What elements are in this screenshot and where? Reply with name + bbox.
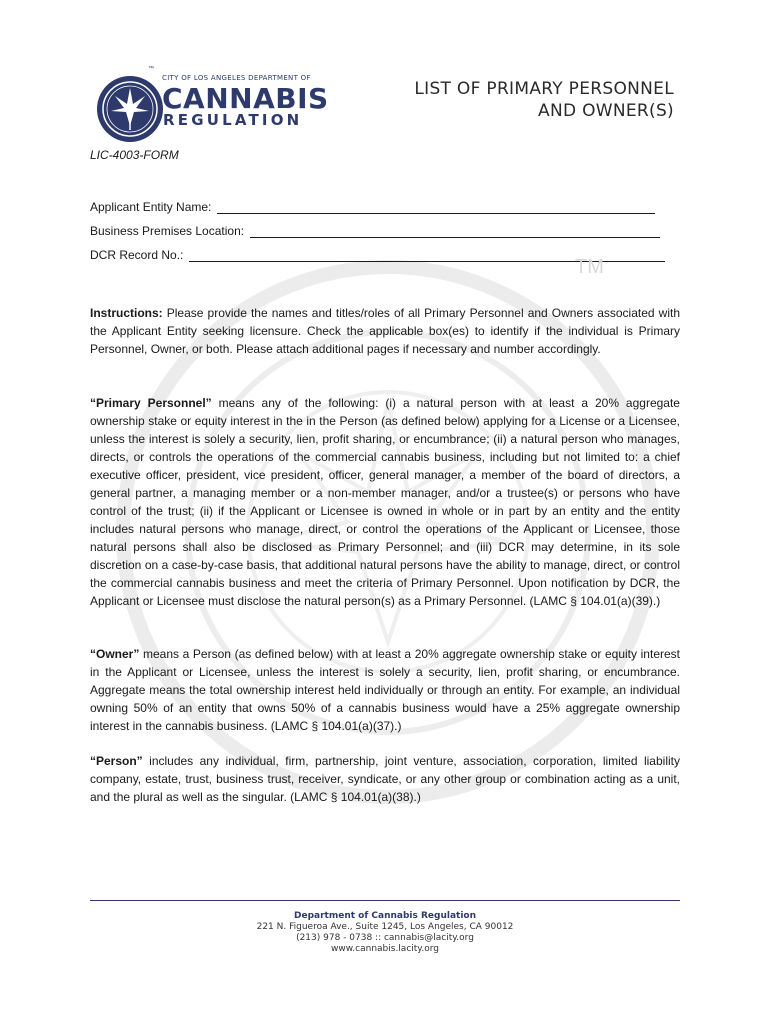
primary-personnel-text: means any of the following: (i) a natural person with at least a 20% aggregate ownership stake or equity interest in the in the Person (as defined below) applying for a License or a Licensee, unless the interest is solely a security, lien, profit sharing, or encumbrance; (ii) a natural person who manages, directs, or controls the operations of the commercial cannabis business, including but not limited to: a chief executive officer, president, vice president, officer, general manager, a member of the board of directors, a general partner, a managing member or a non-member manager, and/or a trustee(s) or persons who have control of the trust; (ii) if the Applicant or Licensee is owned in whole or in part by an entity and the entity includes natural persons who manage, direct, or control the operations of the Applicant or Licensee, those natural persons shall also be disclosed as Primary Personnel; and (iii) DCR may determine, in its sole discretion on a case-by-case basis, that additional natural persons have the ability to manage, direct, or control the commercial cannabis business and meet the criteria of Primary Personnel. Upon notification by DCR, the Applicant or Licensee must disclose the natural person(s) as a Primary Personnel. (LAMC § 104.01(a)(39).)	[90, 396, 680, 608]
instructions-lead: Instructions:	[90, 306, 163, 320]
owner-term: “Owner”	[90, 647, 140, 661]
org-name-small: CITY OF LOS ANGELES DEPARTMENT OF	[162, 74, 311, 82]
person-text: includes any individual, firm, partnership, joint venture, association, corporation, limited liability company, estate, trust, business trust, receiver, syndicate, or any other group or combination acting as a unit, and the plural as well as the singular. (LAMC § 104.01(a)(38).)	[90, 754, 680, 804]
field-label: DCR Record No.:	[90, 248, 184, 262]
title-line-1: LIST OF PRIMARY PERSONNEL	[414, 79, 674, 99]
footer-department: Department of Cannabis Regulation	[294, 911, 476, 921]
footer-contact: (213) 978 - 0738 :: cannabis@lacity.org	[296, 933, 474, 943]
footer-divider	[90, 900, 680, 901]
instructions-text: Please provide the names and titles/roles of all Primary Personnel and Owners associated with the Applicant Entity seeking licensure. Check the applicable box(es) to identify if the individual is Primary Personnel, Owner, or both. Please attach additional pages if necessary and number accordingly.	[90, 306, 680, 356]
applicant-entity-name-line[interactable]	[217, 201, 655, 214]
title-line-2: AND OWNER(S)	[538, 101, 674, 121]
owner-text: means a Person (as defined below) with at least a 20% aggregate ownership stake or equity interest in the Applicant or Licensee, unless the interest is solely a security, lien, profit sharing, or encumbrance. Aggregate means the total ownership interest held individually or through an entity. For example, an individual owning 50% of an entity that owns 50% of a cannabis business would have a 25% aggregate ownership interest in the cannabis business. (LAMC § 104.01(a)(37).)	[90, 647, 680, 733]
person-paragraph	[90, 752, 680, 806]
person-term: “Person”	[90, 754, 143, 768]
primary-personnel-paragraph	[90, 394, 680, 610]
trademark-mark: ™	[148, 66, 154, 72]
business-premises-location-field[interactable]	[90, 224, 660, 238]
watermark-tm: TM	[575, 256, 604, 278]
instructions-paragraph	[90, 304, 680, 358]
footer-website: www.cannabis.lacity.org	[331, 944, 439, 954]
field-label: Business Premises Location:	[90, 224, 245, 238]
dcr-logo-icon	[95, 74, 165, 144]
business-premises-location-line[interactable]	[250, 225, 660, 238]
form-code: LIC-4003-FORM	[90, 148, 179, 162]
owner-paragraph	[90, 645, 680, 735]
primary-personnel-term: “Primary Personnel”	[90, 396, 212, 410]
org-name-sub: REGULATION	[163, 111, 303, 129]
document-title	[414, 78, 674, 122]
field-label: Applicant Entity Name:	[90, 200, 212, 214]
org-name-big: CANNABIS	[162, 82, 329, 115]
applicant-entity-name-field[interactable]	[90, 200, 655, 214]
footer-address: 221 N. Figueroa Ave., Suite 1245, Los Angeles, CA 90012	[256, 922, 514, 932]
